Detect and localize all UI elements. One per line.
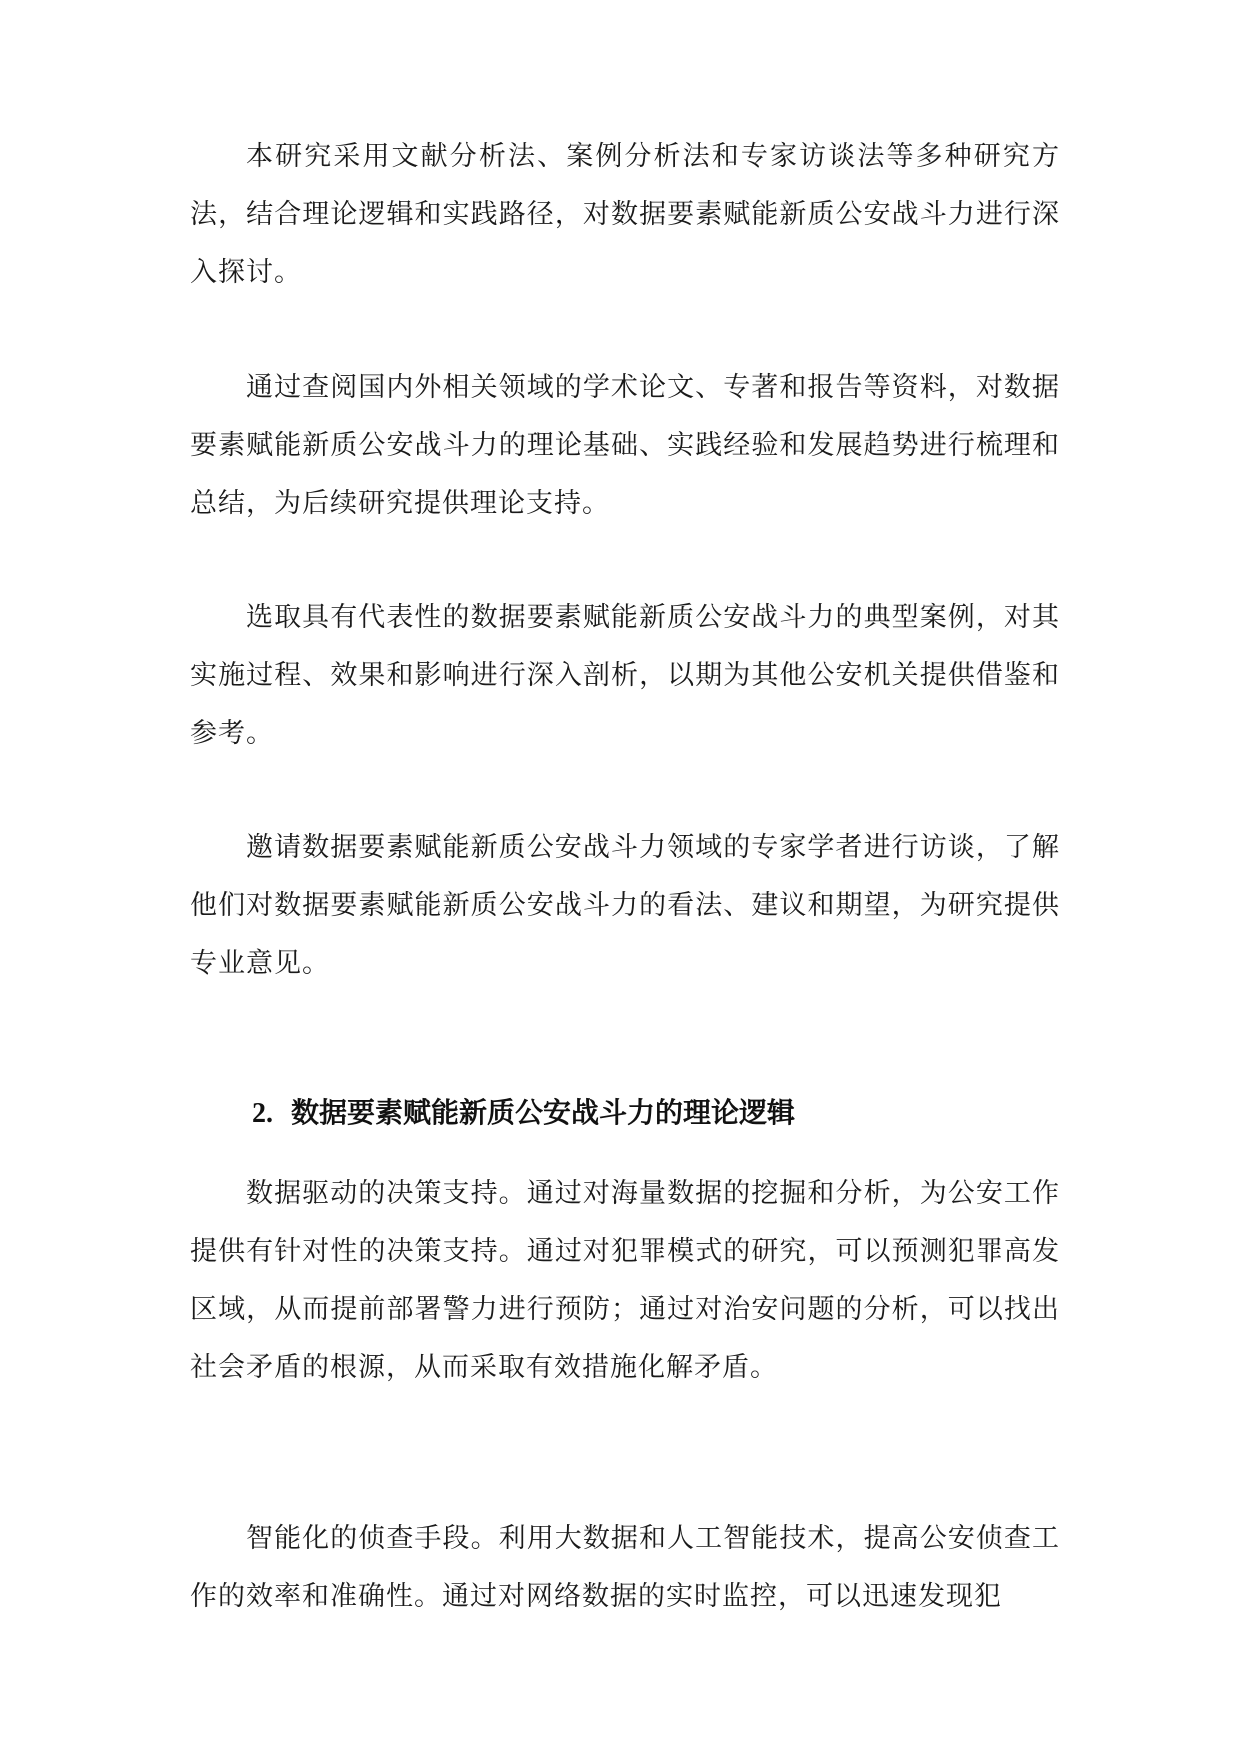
section-number: 2. [252, 1098, 273, 1129]
paragraph-expert-interviews: 邀请数据要素赋能新质公安战斗力领域的专家学者进行访谈，了解他们对数据要素赋能新质公安战斗力的看法、建议和期望，为研究提供专业意见。 [190, 832, 1060, 979]
paragraph-case-analysis: 选取具有代表性的数据要素赋能新质公安战斗力的典型案例，对其实施过程、效果和影响进行深入剖析，以期为其他公安机关提供借鉴和参考。 [190, 602, 1060, 749]
section-title: 数据要素赋能新质公安战斗力的理论逻辑 [291, 1096, 796, 1129]
paragraph-data-driven-decision: 数据驱动的决策支持。通过对海量数据的挖掘和分析，为公安工作提供有针对性的决策支持。通过对犯罪模式的研究，可以预测犯罪高发区域，从而提前部署警力进行预防；通过对治安问题的分析，可以找出社会矛盾的根源，从而采取有效措施化解矛盾。 [190, 1178, 1060, 1383]
paragraph-intelligent-investigation: 智能化的侦查手段。利用大数据和人工智能技术，提高公安侦查工作的效率和准确性。通过对网络数据的实时监控，可以迅速发现犯 [190, 1523, 1060, 1612]
paragraph-research-methods: 本研究采用文献分析法、案例分析法和专家访谈法等多种研究方法，结合理论逻辑和实践路径，对数据要素赋能新质公安战斗力进行深入探讨。 [190, 141, 1060, 288]
paragraph-literature-analysis: 通过查阅国内外相关领域的学术论文、专著和报告等资料，对数据要素赋能新质公安战斗力的理论基础、实践经验和发展趋势进行梳理和总结，为后续研究提供理论支持。 [190, 372, 1060, 519]
section-heading [252, 1093, 795, 1134]
